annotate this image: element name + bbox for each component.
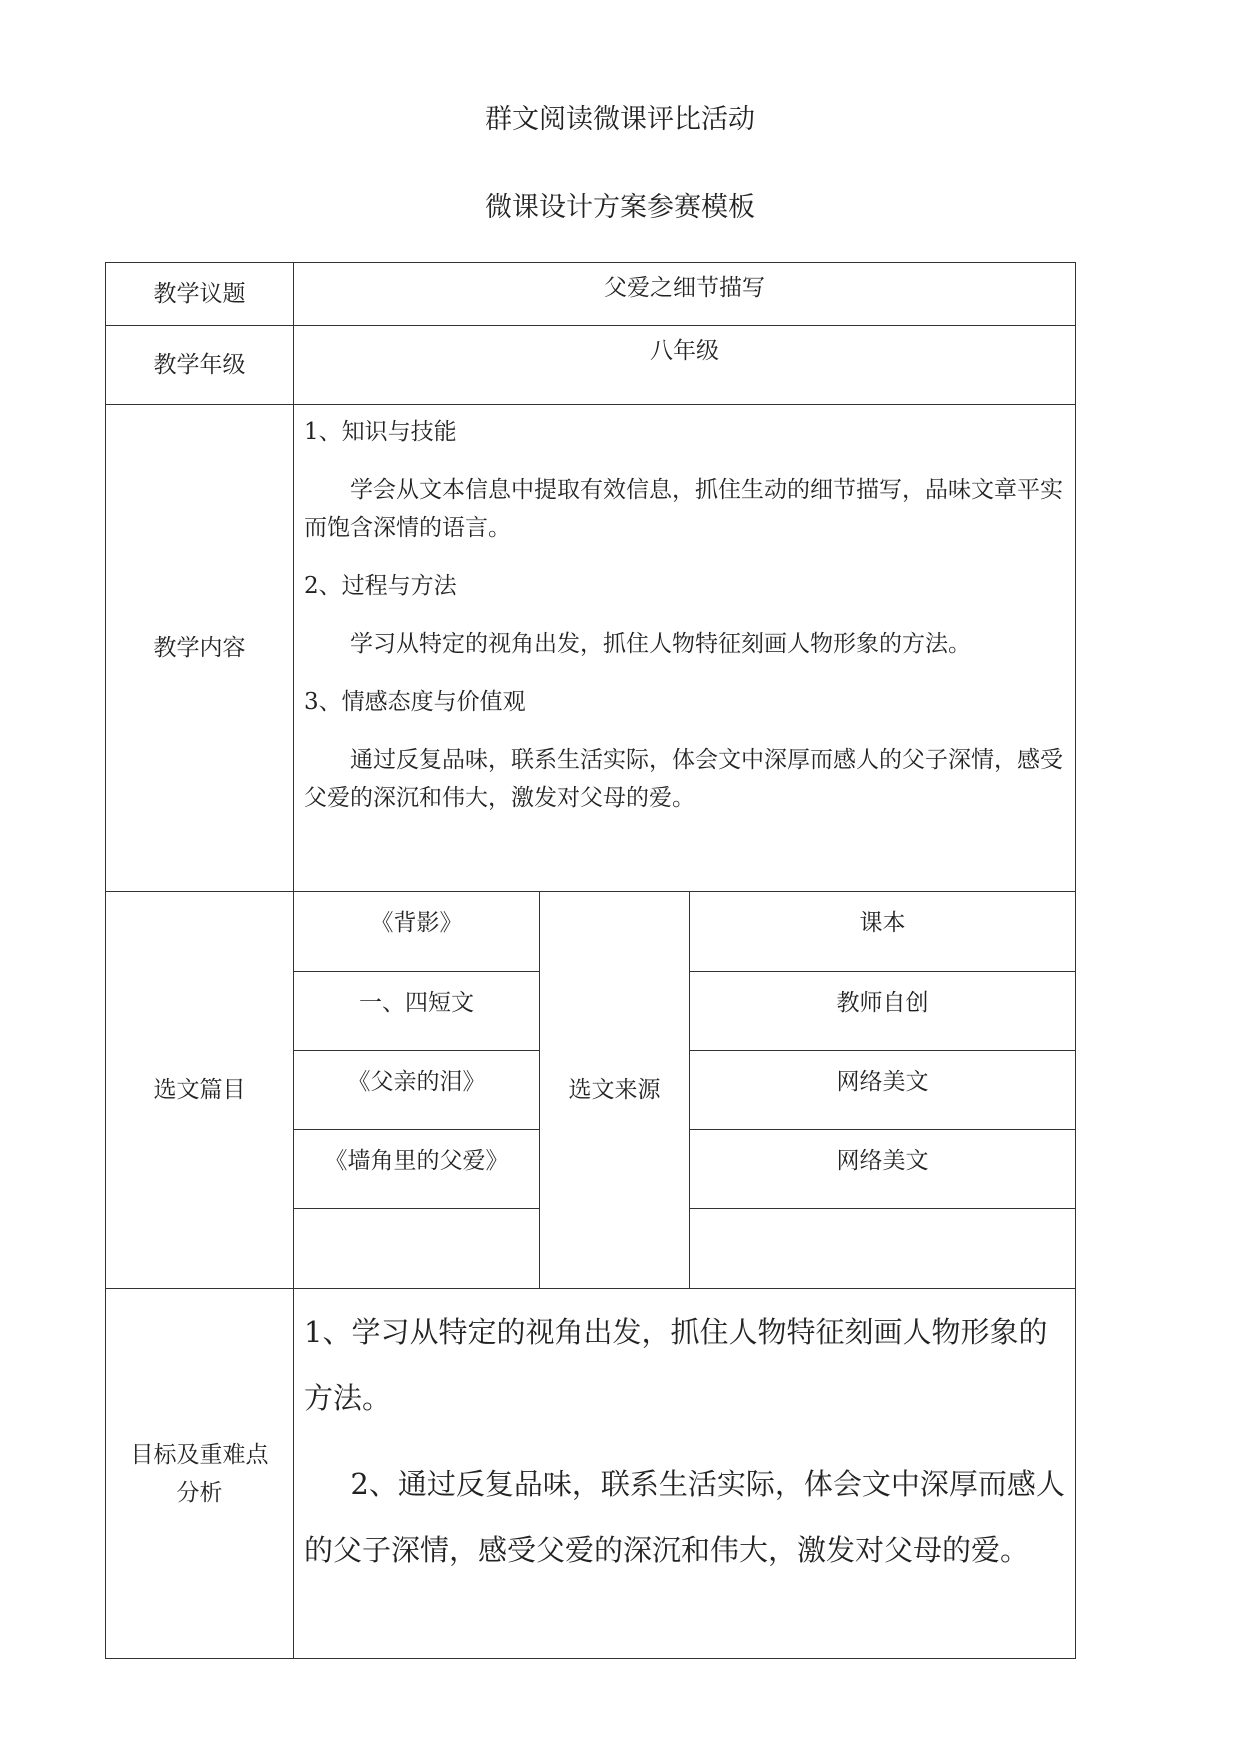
goal-item: 1、学习从特定的视角出发，抓住人物特征刻画人物形象的方法。 <box>304 1315 1048 1415</box>
selection-title: 《父亲的泪》 <box>294 1050 539 1129</box>
document-title: 群文阅读微课评比活动 <box>485 104 755 135</box>
selection-title <box>294 1208 539 1287</box>
grade-value: 八年级 <box>294 326 1076 405</box>
content-text-knowledge: 学会从文本信息中提取有效信息，抓住生动的细节描写，品味文章平实而饱含深情的语言。 <box>304 477 1063 541</box>
content-text-attitude: 通过反复品味，联系生活实际，体会文中深厚而感人的父子深情，感受父爱的深沉和伟大，激发对父母的爱。 <box>304 747 1063 811</box>
selections-row <box>106 892 1076 1289</box>
selection-source: 课本 <box>859 910 906 936</box>
goals-label <box>106 1289 294 1659</box>
topic-value: 父爱之细节描写 <box>294 263 1076 326</box>
selection-sources-list <box>690 892 1075 1287</box>
content-heading-process: 2、过程与方法 <box>304 573 457 599</box>
content-text-process: 学习从特定的视角出发，抓住人物特征刻画人物形象的方法。 <box>350 631 971 657</box>
content-heading-knowledge: 1、知识与技能 <box>304 419 457 445</box>
content-row <box>106 405 1076 892</box>
grade-label: 教学年级 <box>106 326 294 405</box>
selections-label: 选文篇目 <box>106 892 294 1289</box>
selection-sources-cell <box>690 892 1076 1289</box>
design-form-table <box>105 262 1076 1659</box>
grade-row <box>106 326 1076 405</box>
selection-title: 一、四短文 <box>294 971 539 1050</box>
content-cell <box>294 405 1076 892</box>
selection-title: 《背影》 <box>370 910 463 936</box>
selection-titles-cell <box>294 892 540 1289</box>
goals-label-line1: 目标及重难点 <box>130 1441 269 1468</box>
selection-titles-list <box>294 892 539 1287</box>
goals-row <box>106 1289 1076 1659</box>
selection-source: 教师自创 <box>690 971 1075 1050</box>
selection-source-label: 选文来源 <box>540 892 690 1289</box>
selection-source: 网络美文 <box>690 1050 1075 1129</box>
goals-label-line2: 分析 <box>176 1479 223 1506</box>
content-label: 教学内容 <box>106 405 294 892</box>
document-subtitle: 微课设计方案参赛模板 <box>485 192 755 223</box>
goal-item: 2、通过反复品味，联系生活实际，体会文中深厚而感人的父子深情，感受父爱的深沉和伟大，激发对父母的爱。 <box>304 1467 1065 1567</box>
selection-title: 《墙角里的父爱》 <box>294 1129 539 1208</box>
selection-source <box>690 1208 1075 1287</box>
topic-label: 教学议题 <box>106 263 294 326</box>
topic-row <box>106 263 1076 326</box>
goals-cell <box>294 1289 1076 1659</box>
content-heading-attitude: 3、情感态度与价值观 <box>304 689 526 715</box>
selection-source: 网络美文 <box>690 1129 1075 1208</box>
